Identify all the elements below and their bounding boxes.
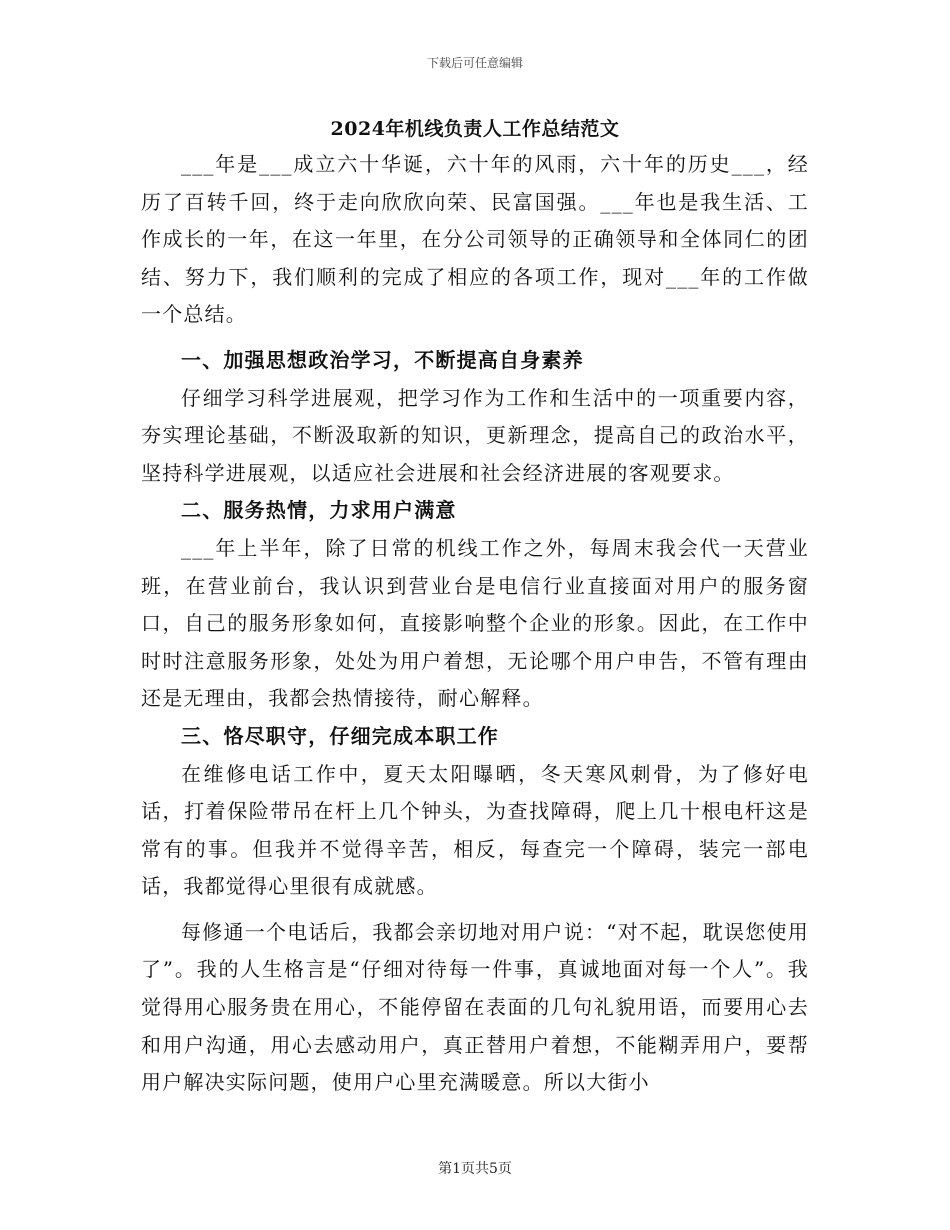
page-number: 第1页共5页 [438,1161,512,1177]
document-body [141,146,809,1102]
body-paragraph: ___年是___成立六十华诞，六十年的风雨，六十年的历史___，经历了百转千回，终于走向欣欣向荣、民富国强。___年也是我生活、工作成长的一年，在这一年里，在分公司领导的正确领导和全体同仁的团结、努力下，我们顺利的完成了相应的各项工作，现对___年的工作做一个总结。 [141,152,809,327]
header-note: 下载后可任意编辑 [426,56,523,70]
section-heading-1: 一、加强思想政治学习，不断提高自身素养 [181,347,584,372]
section-heading-3: 三、恪尽职守，仔细完成本职工作 [181,723,499,748]
section-heading-2: 二、服务热情，力求用户满意 [181,498,457,523]
body-paragraph: 每修通一个电话后，我都会亲切地对用户说：“对不起，耽误您使用了”。我的人生格言是“仔细对待每一件事，真诚地面对每一个人”。我觉得用心服务贵在用心，不能停留在表面的几句礼貌用语，而要用心去和用户沟通，用心去感动用户，真正替用户着想，不能糊弄用户，要帮用户解决实际问题，使用户心里充满暖意。所以大街小 [141,919,809,1095]
body-paragraph: 仔细学习科学进展观，把学习作为工作和生活中的一项重要内容，夯实理论基础，不断汲取新的知识，更新理念，提高自己的政治水平，坚持科学进展观，以适应社会进展和社会经济进展的客观要求。 [141,385,809,485]
document-title: 2024年机线负责人工作总结范文 [330,118,620,140]
body-paragraph: 在维修电话工作中，夏天太阳曝晒，冬天寒风刺骨，为了修好电话，打着保险带吊在杆上几个钟头，为查找障碍，爬上几十根电杆这是常有的事。但我并不觉得辛苦，相反，每查完一个障碍，装完一部电话，我都觉得心里很有成就感。 [141,761,809,899]
body-paragraph: ___年上半年，除了日常的机线工作之外，每周末我会代一天营业班，在营业前台，我认识到营业台是电信行业直接面对用户的服务窗口，自己的服务形象如何，直接影响整个企业的形象。因此，在工作中时时注意服务形象，处处为用户着想，无论哪个用户申告，不管有理由还是无理由，我都会热情接待，耐心解释。 [141,535,809,711]
